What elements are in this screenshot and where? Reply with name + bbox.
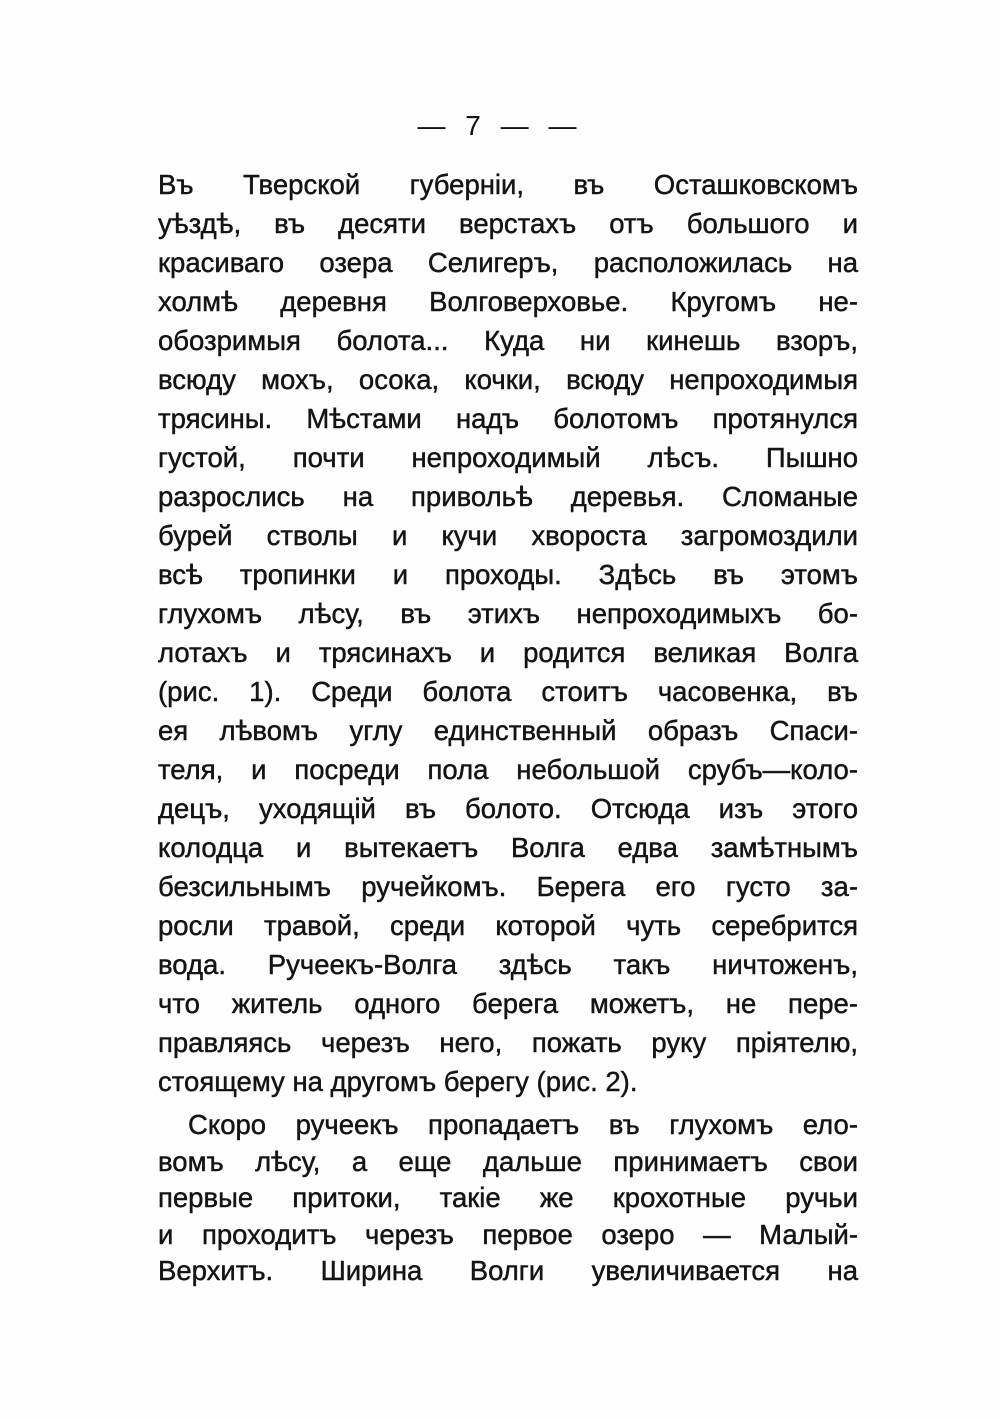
text-line: децъ, уходящій въ болото. Отсюда изъ этого <box>158 793 858 824</box>
text-line: холмѣ деревня Волговерховье. Кругомъ не- <box>158 286 858 317</box>
text-line: вомъ лѣсу, а еще дальше принимаетъ свои <box>158 1145 858 1177</box>
text-line: лотахъ и трясинахъ и родится великая Волга <box>158 637 858 668</box>
text-line: стоящему на другомъ берегу (рис. 2). <box>158 1066 638 1097</box>
text-line: уѣздѣ, въ десяти верстахъ отъ большого и <box>158 208 858 239</box>
text-line: первые притоки, такіе же крохотные ручьи <box>158 1182 858 1213</box>
text-line: правляясь черезъ него, пожать руку пріятелю, <box>158 1027 858 1058</box>
text-line: обозримыя болота... Куда ни кинешь взоръ, <box>158 325 858 356</box>
text-line: всѣ тропинки и проходы. Здѣсь въ этомъ <box>158 559 858 590</box>
text-line: всюду мохъ, осока, кочки, всюду непроходимыя <box>158 364 858 395</box>
text-line: теля, и посреди пола небольшой срубъ—коло- <box>158 754 858 785</box>
text-line: Верхитъ. Ширина Волги увеличивается на <box>158 1255 858 1286</box>
text-line: Въ Тверской губерніи, въ Осташковскомъ <box>158 169 858 200</box>
text-line: разрослись на привольѣ деревья. Сломаные <box>158 481 858 512</box>
text-line: ея лѣвомъ углу единственный образъ Спаси- <box>158 715 858 746</box>
text-line: Скоро ручеекъ пропадаетъ въ глухомъ ело- <box>188 1109 858 1140</box>
text-line: красиваго озера Селигеръ, расположилась на <box>158 247 858 278</box>
text-line: безсильнымъ ручейкомъ. Берега его густо за- <box>158 871 858 902</box>
text-line: росли травой, среди которой чуть серебрится <box>158 910 858 941</box>
text-line: что житель одного берега можетъ, не пере- <box>158 988 858 1019</box>
text-line: бурей стволы и кучи хвороста загромоздили <box>158 520 858 551</box>
text-line: и проходитъ черезъ первое озеро — Малый- <box>158 1218 858 1250</box>
text-line: (рис. 1). Среди болота стоитъ часовенка, въ <box>158 676 858 707</box>
page-number: — 7 — — <box>417 110 583 141</box>
text-line: трясины. Мѣстами надъ болотомъ протянулся <box>158 403 858 434</box>
text-line: глухомъ лѣсу, въ этихъ непроходимыхъ бо- <box>158 598 858 629</box>
text-line: колодца и вытекаетъ Волга едва замѣтнымъ <box>158 832 858 863</box>
text-line: густой, почти непроходимый лѣсъ. Пышно <box>158 442 858 473</box>
text-line: вода. Ручеекъ-Волга здѣсь такъ ничтоженъ, <box>158 949 858 980</box>
